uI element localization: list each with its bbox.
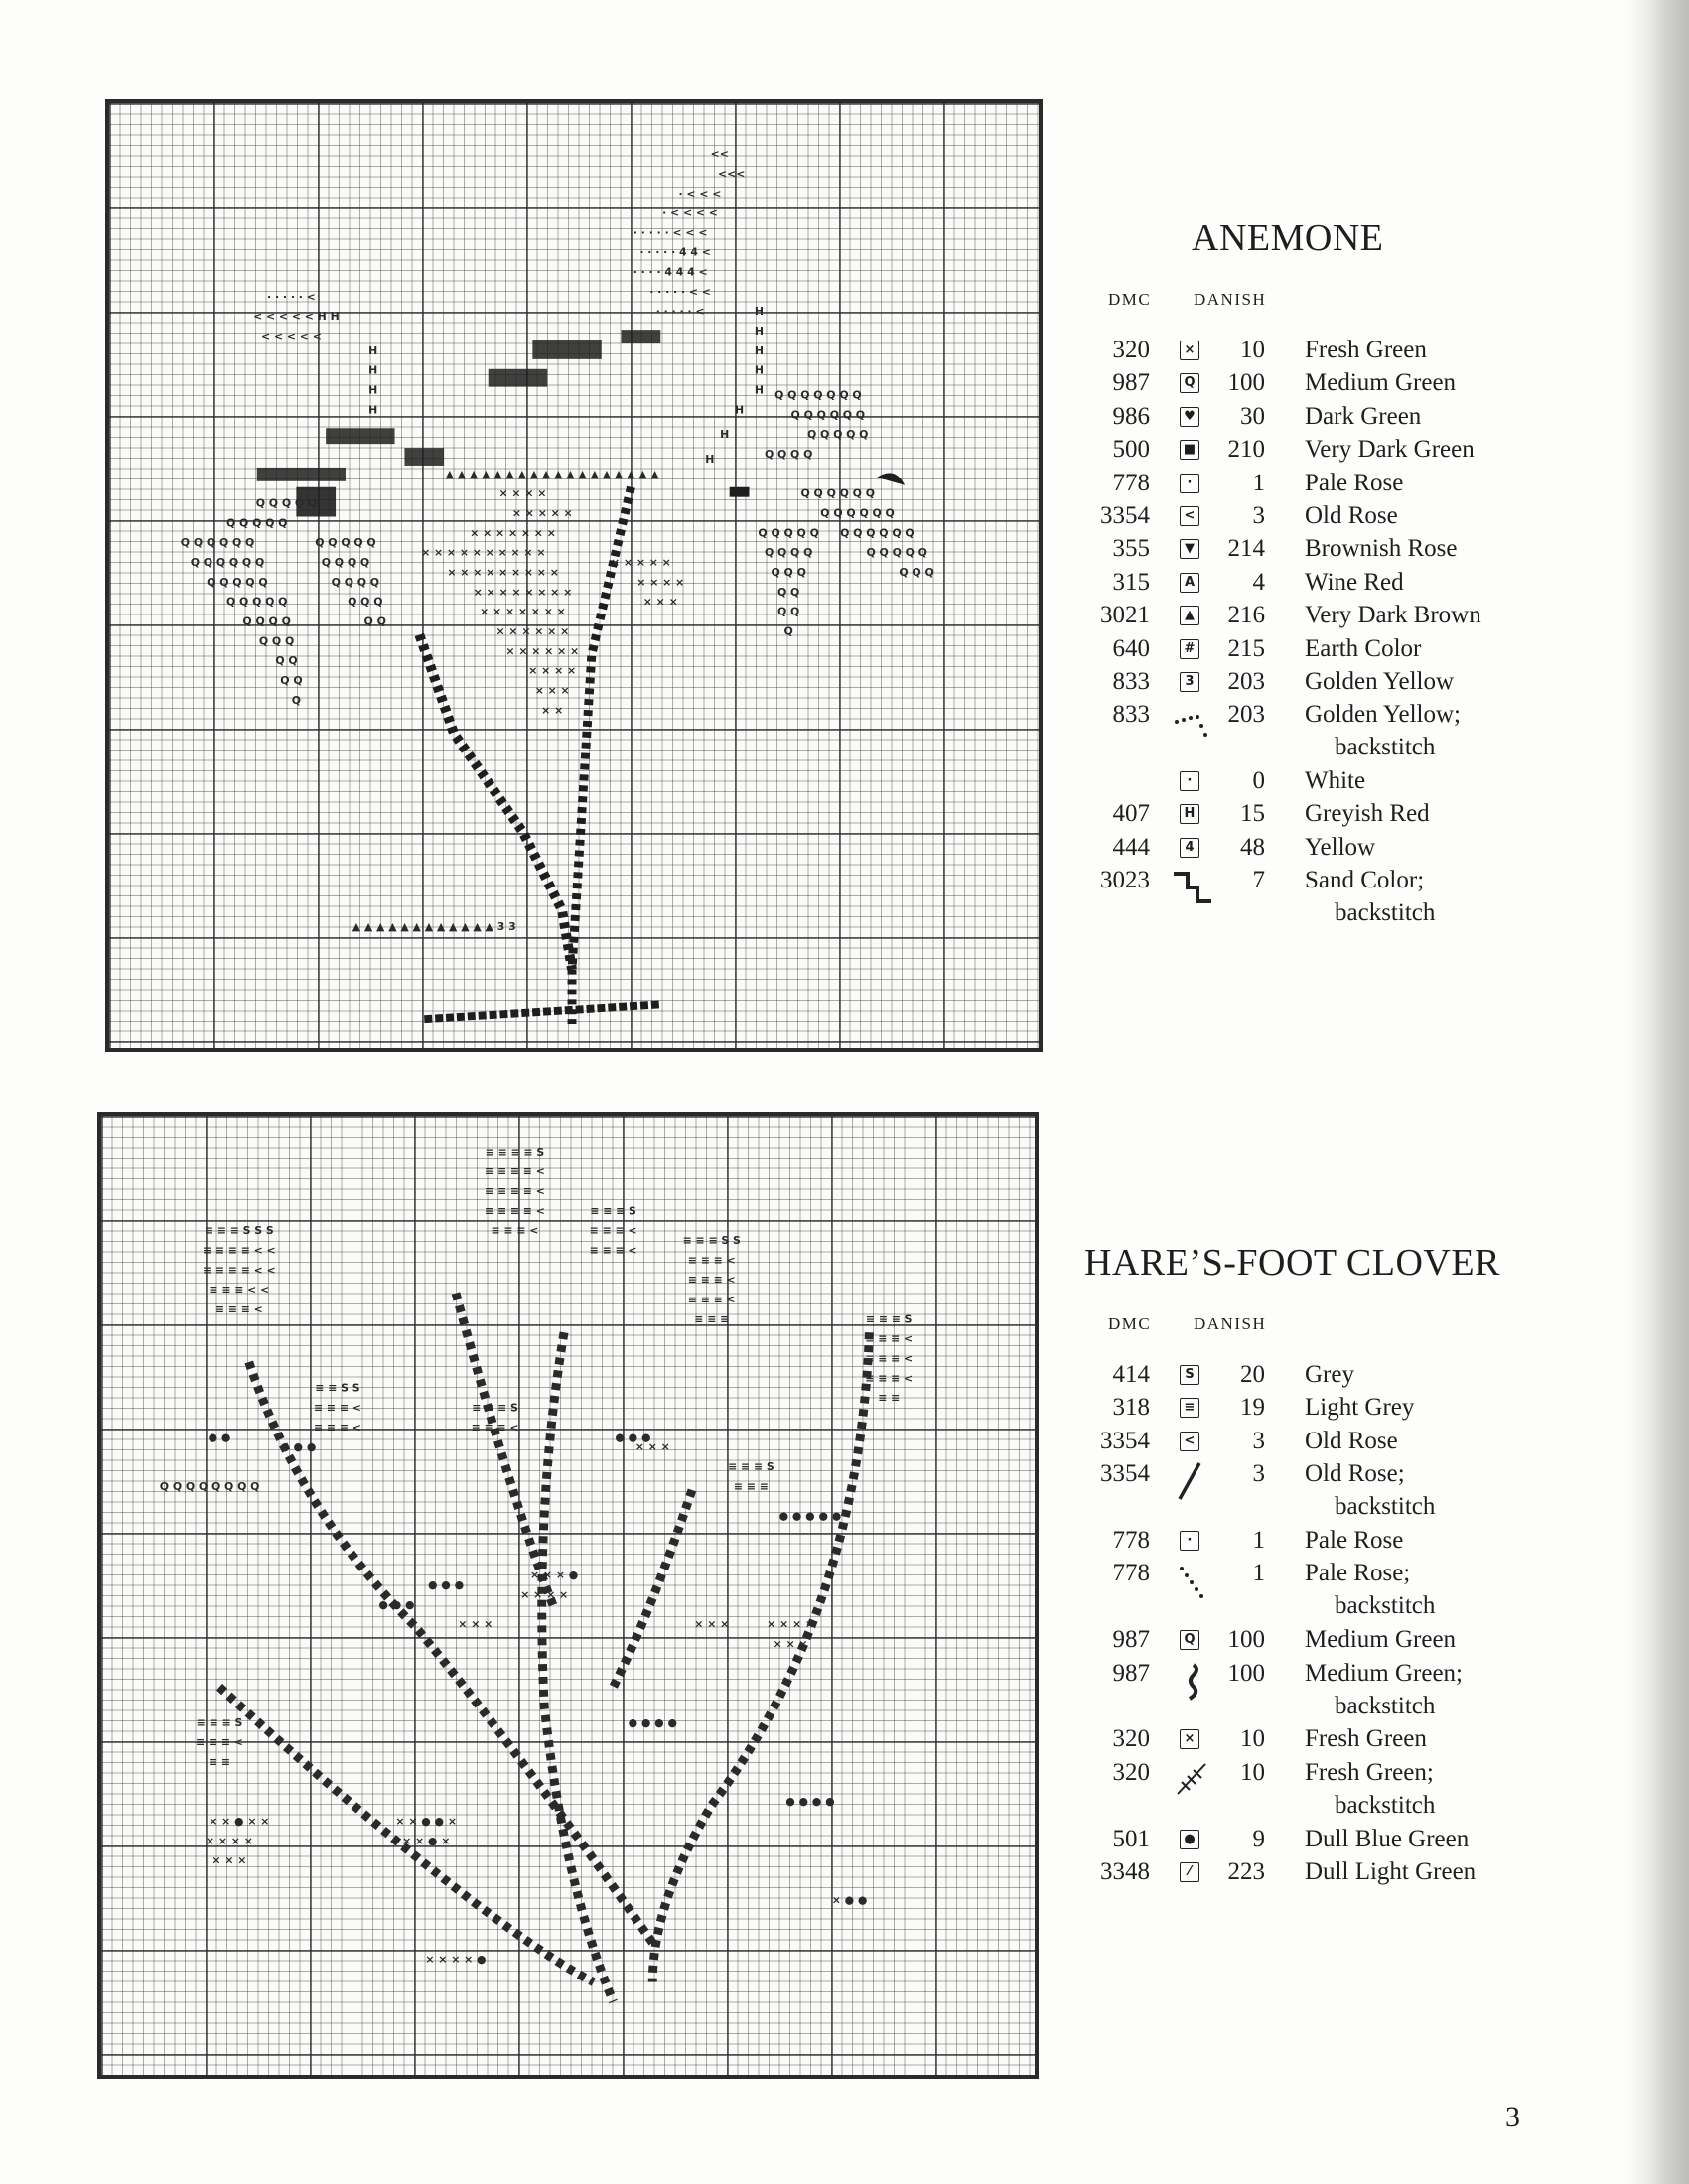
dmc-number: 987	[1112, 1659, 1150, 1687]
dmc-number: 3354	[1100, 501, 1150, 529]
sand-color-zigzag-backstitch-icon	[1172, 866, 1211, 925]
svg-text:· · · · · < < <: · · · · · < < <	[633, 225, 708, 239]
dmc-number: 778	[1112, 1560, 1150, 1587]
svg-text:Q Q Q: Q Q Q	[348, 595, 383, 609]
key-row	[1084, 1360, 1640, 1393]
svg-text:× × × × × × × × × ×: × × × × × × × × × ×	[421, 546, 546, 560]
dmc-number: 318	[1112, 1394, 1150, 1422]
dmc-number: 3354	[1100, 1460, 1150, 1488]
svg-text:≡ ≡ ≡ <: ≡ ≡ ≡ <	[214, 1302, 263, 1316]
color-name: Medium Green	[1305, 1626, 1457, 1654]
danish-number: 1	[1252, 1526, 1265, 1554]
svg-text:· · · · 4 4 4 <: · · · · 4 4 4 <	[633, 265, 708, 279]
danish-number: 203	[1227, 701, 1265, 729]
danish-column-header: DANISH	[1194, 1314, 1267, 1333]
greyish-red-h-symbol: H	[1180, 804, 1199, 824]
danish-number: 3	[1252, 1460, 1265, 1488]
svg-text:× × × × × × ×: × × × × × × ×	[470, 526, 556, 540]
danish-number: 1	[1252, 469, 1265, 496]
key-row	[1084, 1393, 1640, 1426]
svg-text:≡ ≡ ≡ <: ≡ ≡ ≡ <	[491, 1224, 539, 1238]
dmc-number: 414	[1112, 1361, 1150, 1388]
svg-text:H: H	[754, 383, 764, 397]
danish-number: 3	[1252, 501, 1265, 529]
svg-text:× × × ×: × × × ×	[528, 664, 577, 678]
danish-number: 210	[1227, 436, 1265, 464]
svg-text:× × × × ●: × × × × ●	[425, 1952, 487, 1966]
svg-text:H: H	[368, 383, 378, 397]
dmc-number: 407	[1112, 800, 1150, 828]
color-name: White	[1305, 767, 1366, 795]
svg-text:Q Q: Q Q	[776, 605, 800, 618]
svg-text:× × × ●: × × × ●	[529, 1569, 579, 1582]
svg-text:< < < < <: < < < < <	[261, 330, 322, 343]
backstitch-note: backstitch	[1335, 1493, 1436, 1521]
color-name: Golden Yellow	[1305, 667, 1455, 695]
color-name: Golden Yellow;	[1305, 701, 1461, 729]
pale-rose-dotted-backstitch-icon	[1172, 1559, 1211, 1618]
key-row	[1084, 568, 1640, 601]
dmc-number: 3354	[1100, 1427, 1150, 1454]
svg-text:≡ ≡ ≡ <: ≡ ≡ ≡ <	[196, 1735, 243, 1749]
key-row	[1084, 1857, 1640, 1890]
danish-number: 214	[1227, 535, 1265, 563]
svg-text:H: H	[368, 363, 378, 377]
dmc-number: 320	[1112, 1758, 1150, 1786]
svg-text:≡ ≡ ≡ ≡ <: ≡ ≡ ≡ ≡ <	[485, 1184, 545, 1198]
backstitch-note: backstitch	[1335, 899, 1436, 927]
color-name: Sand Color;	[1305, 867, 1425, 894]
svg-text:× × ● × ×: × × ● × ×	[209, 1815, 270, 1829]
svg-text:Q Q Q Q Q Q: Q Q Q Q Q Q	[180, 536, 255, 550]
svg-text:Q Q Q Q: Q Q Q Q	[242, 614, 291, 628]
dmc-column-header: DMC	[1108, 290, 1152, 309]
svg-text:<<: <<	[710, 147, 729, 161]
dmc-number: 315	[1112, 568, 1150, 596]
svg-text:× × × × × × × ×: × × × × × × × ×	[473, 585, 573, 599]
svg-text:≡ ≡ S S: ≡ ≡ S S	[315, 1381, 360, 1395]
key-row	[1084, 336, 1640, 368]
svg-text:Q Q Q Q Q: Q Q Q Q Q	[255, 496, 318, 510]
pale-rose-dot-symbol: ·	[1180, 1531, 1199, 1551]
danish-number: 7	[1252, 867, 1265, 894]
dark-green-heart-symbol: ♥	[1180, 407, 1199, 427]
dmc-number: 986	[1112, 402, 1150, 430]
svg-text:Q Q Q: Q Q Q	[258, 634, 295, 648]
svg-text:× × ×: × × ×	[694, 1617, 730, 1631]
key-row	[1084, 1825, 1640, 1857]
medium-green-q-symbol: Q	[1180, 373, 1199, 393]
color-name: Medium Green	[1305, 369, 1457, 397]
svg-text:● ● ● ● ●: ● ● ● ● ●	[778, 1509, 842, 1523]
color-name: Dull Light Green	[1305, 1857, 1477, 1885]
danish-column-header: DANISH	[1194, 290, 1267, 309]
key-row	[1084, 866, 1640, 932]
svg-text:× × × ×: × × × ×	[636, 575, 685, 589]
svg-text:· · · · · < <: · · · · · < <	[649, 285, 711, 299]
fresh-green-x-symbol: ×	[1180, 1729, 1199, 1749]
color-name: Old Rose;	[1305, 1460, 1405, 1488]
svg-text:≡ ≡ ≡ ≡ < <: ≡ ≡ ≡ ≡ < <	[202, 1243, 276, 1257]
svg-text:≡ ≡ ≡ <: ≡ ≡ ≡ <	[865, 1332, 914, 1346]
svg-text:H: H	[754, 363, 764, 377]
danish-number: 100	[1227, 369, 1265, 397]
dmc-number: 3023	[1100, 867, 1150, 894]
svg-text:Q Q Q Q: Q Q Q Q	[331, 575, 380, 589]
svg-text:Q Q Q: Q Q Q	[899, 566, 934, 579]
svg-text:Q Q Q Q Q: Q Q Q Q Q	[806, 428, 869, 442]
danish-number: 9	[1252, 1825, 1265, 1852]
color-name: Very Dark Brown	[1305, 602, 1481, 629]
svg-text:≡ ≡ ≡ <: ≡ ≡ ≡ <	[687, 1273, 736, 1287]
pale-rose-dot-symbol: ·	[1180, 474, 1199, 493]
svg-text:· < < <: · < < <	[678, 187, 722, 201]
dmc-number: 320	[1112, 1725, 1150, 1753]
key-column-headers	[1084, 1314, 1640, 1340]
svg-text:≡ ≡ ≡: ≡ ≡ ≡	[733, 1479, 769, 1493]
color-name: Wine Red	[1305, 568, 1404, 596]
svg-text:<<<: <<<	[717, 167, 746, 181]
golden-yellow-dotted-backstitch-icon	[1172, 700, 1211, 759]
danish-number: 4	[1252, 568, 1265, 596]
svg-text:< < < < < H H: < < < < < H H	[253, 310, 340, 324]
svg-text:Q Q Q: Q Q Q	[771, 566, 806, 579]
very-dark-green-square-symbol: ■	[1180, 440, 1199, 460]
yellow-4-symbol: 4	[1180, 838, 1199, 858]
svg-text:≡ ≡ ≡ <: ≡ ≡ ≡ <	[314, 1421, 361, 1434]
color-name: Fresh Green;	[1305, 1758, 1434, 1786]
danish-number: 48	[1240, 833, 1265, 861]
danish-number: 215	[1227, 634, 1265, 662]
golden-yellow-3-symbol: 3	[1180, 672, 1199, 692]
color-name: Dull Blue Green	[1305, 1825, 1470, 1852]
svg-text:Q Q: Q Q	[275, 654, 298, 668]
svg-text:H: H	[368, 343, 378, 357]
color-name: Brownish Rose	[1305, 535, 1458, 563]
svg-text:H: H	[705, 452, 715, 466]
svg-text:· · · · · <: · · · · · <	[267, 290, 316, 304]
dmc-number: 3021	[1100, 602, 1150, 629]
svg-text:Q Q Q Q Q: Q Q Q Q Q	[225, 595, 288, 609]
key-row	[1084, 766, 1640, 799]
backstitch-note: backstitch	[1335, 1592, 1436, 1620]
key-row	[1084, 1526, 1640, 1559]
svg-text:× × ×: × × ×	[634, 1440, 670, 1454]
brownish-rose-triangle-down-symbol: ▼	[1180, 539, 1199, 559]
key-rows	[1084, 1360, 1640, 1890]
hares-foot-clover-chart-motif	[101, 1116, 1035, 2075]
svg-text:Q Q Q Q Q Q: Q Q Q Q Q Q	[840, 526, 915, 540]
dmc-number: 833	[1112, 667, 1150, 695]
color-name: Light Grey	[1305, 1394, 1415, 1422]
grey-s-symbol: S	[1180, 1365, 1199, 1385]
svg-text:Q Q Q Q Q: Q Q Q Q Q	[866, 546, 927, 560]
danish-number: 203	[1227, 667, 1265, 695]
svg-text:≡ ≡ ≡ <: ≡ ≡ ≡ <	[865, 1352, 914, 1365]
svg-text:≡ ≡ ≡ ≡ < <: ≡ ≡ ≡ ≡ < <	[202, 1263, 276, 1277]
key-row	[1084, 402, 1640, 435]
svg-text:≡ ≡ ≡ <: ≡ ≡ ≡ <	[589, 1224, 637, 1238]
dull-light-green-slash-symbol: ⁄	[1180, 1862, 1199, 1882]
svg-text:≡ ≡ ≡ S: ≡ ≡ ≡ S	[728, 1460, 774, 1474]
svg-text:● ● ●: ● ● ●	[427, 1578, 465, 1592]
svg-text:× × ×: × × ×	[458, 1617, 493, 1631]
svg-text:Q Q Q Q Q Q Q Q: Q Q Q Q Q Q Q Q	[159, 1479, 260, 1493]
danish-number: 30	[1240, 402, 1265, 430]
color-name: Pale Rose;	[1305, 1560, 1411, 1587]
color-name: Fresh Green	[1305, 1725, 1427, 1753]
key-row	[1084, 534, 1640, 567]
svg-text:× × × ×: × × × ×	[767, 1617, 815, 1631]
svg-text:H: H	[720, 428, 730, 442]
danish-number: 3	[1252, 1427, 1265, 1454]
svg-text:● ● ● ●: ● ● ● ●	[785, 1795, 835, 1809]
dmc-number: 320	[1112, 337, 1150, 363]
svg-text:× × × × × ×: × × × × × ×	[495, 624, 570, 638]
svg-text:≡ ≡ ≡ <: ≡ ≡ ≡ <	[687, 1293, 736, 1306]
color-name: Very Dark Green	[1305, 436, 1475, 464]
old-rose-angle-symbol: <	[1180, 1432, 1199, 1451]
svg-text:≡ ≡: ≡ ≡	[878, 1391, 901, 1405]
svg-text:× × × ×: × × × ×	[498, 486, 547, 500]
danish-number: 10	[1240, 1758, 1265, 1786]
color-name: Old Rose	[1305, 1427, 1398, 1454]
svg-text:H: H	[735, 403, 745, 417]
danish-number: 1	[1252, 1560, 1265, 1587]
color-name: Pale Rose	[1305, 1526, 1404, 1554]
svg-text:Q Q: Q Q	[280, 674, 303, 688]
backstitch-note: backstitch	[1335, 734, 1436, 761]
key-row	[1084, 435, 1640, 468]
danish-number: 15	[1240, 800, 1265, 828]
color-name: Medium Green;	[1305, 1659, 1463, 1687]
svg-text:· · · · · <: · · · · · <	[655, 305, 705, 319]
svg-text:≡ ≡ ≡ < <: ≡ ≡ ≡ < <	[209, 1283, 270, 1297]
key-row	[1084, 1459, 1640, 1526]
svg-text:● ● ●: ● ● ●	[378, 1597, 415, 1611]
svg-text:H: H	[368, 403, 378, 417]
hares-foot-clover-chart	[97, 1112, 1039, 2079]
danish-number: 100	[1227, 1659, 1265, 1687]
svg-text:Q Q Q Q Q: Q Q Q Q Q	[315, 536, 376, 550]
dmc-number: 444	[1112, 833, 1150, 861]
anemone-chart-motif	[109, 103, 1039, 1048]
key-row	[1084, 501, 1640, 534]
medium-green-q-symbol: Q	[1180, 1630, 1199, 1650]
old-rose-slash-backstitch-icon	[1172, 1459, 1211, 1519]
key-row	[1084, 799, 1640, 832]
svg-text:× ● ●: × ● ●	[831, 1893, 868, 1907]
svg-text:× × × × × × × × ×: × × × × × × × × ×	[447, 566, 559, 579]
dmc-number: 833	[1112, 701, 1150, 729]
svg-text:≡ ≡ ≡ ≡ <: ≡ ≡ ≡ ≡ <	[485, 1164, 545, 1178]
fresh-green-hatched-backstitch-icon	[1172, 1758, 1211, 1818]
earth-color-hash-symbol: #	[1180, 639, 1199, 659]
svg-text:Q Q Q Q Q Q Q: Q Q Q Q Q Q Q	[774, 388, 862, 402]
svg-text:× × ×: × × ×	[642, 595, 678, 609]
svg-text:Q Q Q Q: Q Q Q Q	[321, 556, 370, 570]
dmc-number: 778	[1112, 469, 1150, 496]
svg-text:≡ ≡ ≡ S: ≡ ≡ ≡ S	[865, 1312, 913, 1326]
danish-number: 0	[1252, 767, 1265, 795]
dmc-number: 778	[1112, 1526, 1150, 1554]
danish-number: 100	[1227, 1626, 1265, 1654]
svg-text:≡ ≡ ≡ <: ≡ ≡ ≡ <	[687, 1253, 736, 1267]
danish-number: 10	[1240, 1725, 1265, 1753]
key-row	[1084, 1724, 1640, 1757]
svg-text:Q Q Q Q Q Q: Q Q Q Q Q Q	[820, 506, 895, 520]
key-row	[1084, 1625, 1640, 1658]
color-name: Yellow	[1305, 833, 1376, 861]
danish-number: 20	[1240, 1361, 1265, 1388]
svg-text:≡ ≡ ≡ S: ≡ ≡ ≡ S	[196, 1715, 243, 1729]
key-title: ANEMONE	[1192, 217, 1384, 259]
key-row	[1084, 833, 1640, 866]
svg-text:≡ ≡ ≡ <: ≡ ≡ ≡ <	[865, 1371, 914, 1385]
svg-text:× × × ×: × × × ×	[520, 1587, 569, 1601]
svg-text:≡ ≡ ≡ ≡ S: ≡ ≡ ≡ ≡ S	[485, 1145, 545, 1159]
dull-blue-green-dot-symbol: ●	[1180, 1830, 1199, 1849]
danish-number: 19	[1240, 1394, 1265, 1422]
backstitch-note: backstitch	[1335, 1692, 1436, 1719]
key-title: HARE’S-FOOT CLOVER	[1084, 1242, 1500, 1284]
svg-text:× × × × × × ×: × × × × × × ×	[480, 605, 566, 618]
svg-text:≡ ≡ ≡ ≡ <: ≡ ≡ ≡ ≡ <	[485, 1204, 545, 1218]
svg-text:Q: Q	[783, 624, 793, 638]
key-row	[1084, 469, 1640, 501]
anemone-color-key	[1084, 216, 1640, 932]
anemone-chart	[105, 99, 1043, 1052]
svg-text:× ×: × ×	[541, 703, 564, 717]
white-dot-symbol: ·	[1180, 771, 1199, 791]
key-row	[1084, 634, 1640, 667]
svg-text:≡ ≡ ≡ <: ≡ ≡ ≡ <	[314, 1401, 361, 1415]
medium-green-wavy-backstitch-icon	[1172, 1659, 1211, 1718]
key-column-headers	[1084, 290, 1640, 316]
svg-text:≡ ≡ ≡: ≡ ≡ ≡	[694, 1312, 730, 1326]
svg-text:▲ ▲ ▲ ▲ ▲ ▲ ▲ ▲ ▲ ▲ ▲ ▲ 3 3: ▲ ▲ ▲ ▲ ▲ ▲ ▲ ▲ ▲ ▲ ▲ ▲ 3 3	[352, 919, 516, 933]
color-name: Dark Green	[1305, 402, 1422, 430]
svg-text:● ●: ● ●	[208, 1431, 231, 1444]
svg-text:● ● ●: ● ● ●	[615, 1431, 651, 1444]
dmc-number: 355	[1112, 535, 1150, 563]
svg-text:Q Q Q Q Q Q: Q Q Q Q Q Q	[790, 408, 866, 422]
key-row	[1084, 1758, 1640, 1825]
dmc-column-header: DMC	[1108, 1314, 1152, 1333]
key-row	[1084, 1427, 1640, 1459]
dmc-number: 640	[1112, 634, 1150, 662]
key-row	[1084, 1659, 1640, 1725]
key-row	[1084, 1559, 1640, 1625]
svg-text:Q Q Q Q Q: Q Q Q Q Q	[758, 526, 819, 540]
svg-text:≡ ≡ ≡ S: ≡ ≡ ≡ S	[590, 1204, 636, 1218]
svg-text:≡ ≡: ≡ ≡	[208, 1755, 231, 1769]
danish-number: 10	[1240, 337, 1265, 363]
svg-text:Q Q Q Q Q: Q Q Q Q Q	[207, 575, 268, 589]
svg-text:× × ● ×: × × ● ×	[402, 1834, 451, 1847]
dmc-number: 3348	[1100, 1857, 1150, 1885]
dmc-number: 501	[1112, 1825, 1150, 1852]
svg-text:H: H	[754, 325, 764, 339]
svg-text:H: H	[754, 305, 764, 319]
svg-text:Q Q: Q Q	[776, 585, 800, 599]
svg-text:× × ● ● ×: × × ● ● ×	[395, 1815, 457, 1829]
svg-text:Q: Q	[291, 693, 302, 707]
dmc-number: 987	[1112, 1626, 1150, 1654]
svg-text:≡ ≡ ≡ S S S: ≡ ≡ ≡ S S S	[204, 1224, 274, 1238]
svg-text:Q Q Q Q: Q Q Q Q	[764, 448, 813, 462]
svg-text:× × ×: × × ×	[773, 1637, 808, 1651]
svg-text:Q Q Q Q: Q Q Q Q	[764, 546, 813, 560]
danish-number: 223	[1227, 1857, 1265, 1885]
danish-number: 216	[1227, 602, 1265, 629]
light-grey-lines-symbol: ≡	[1180, 1398, 1199, 1418]
old-rose-angle-symbol: <	[1180, 506, 1199, 526]
svg-text:≡ ≡ ≡ S S: ≡ ≡ ≡ S S	[682, 1234, 741, 1248]
color-name: Greyish Red	[1305, 800, 1430, 828]
svg-text:Q Q Q Q Q Q: Q Q Q Q Q Q	[190, 556, 265, 570]
svg-text:● ● ●: ● ● ●	[280, 1440, 317, 1454]
key-row	[1084, 601, 1640, 633]
svg-text:× × × × ×: × × × × ×	[611, 556, 671, 570]
fresh-green-x-symbol: ×	[1180, 341, 1199, 360]
hares-foot-clover-color-key	[1084, 1241, 1640, 1890]
svg-text:≡ ≡ ≡ <: ≡ ≡ ≡ <	[589, 1243, 637, 1257]
svg-text:· · · · · 4 4 <: · · · · · 4 4 <	[639, 245, 711, 259]
color-name: Grey	[1305, 1361, 1354, 1388]
svg-text:H: H	[754, 343, 764, 357]
key-row	[1084, 368, 1640, 401]
color-name: Pale Rose	[1305, 469, 1404, 496]
svg-text:Q Q Q Q Q: Q Q Q Q Q	[225, 516, 288, 530]
svg-text:≡ ≡ ≡ S: ≡ ≡ ≡ S	[472, 1401, 518, 1415]
backstitch-note: backstitch	[1335, 1791, 1436, 1819]
svg-text:Q Q: Q Q	[363, 614, 386, 628]
wine-red-triangle-symbol: A	[1180, 573, 1199, 593]
svg-text:× × ×: × × ×	[534, 683, 570, 697]
svg-text:▲ ▲ ▲ ▲ ▲ ▲ ▲ ▲ ▲ ▲ ▲ ▲ ▲ ▲ ▲: ▲ ▲ ▲ ▲ ▲ ▲ ▲ ▲ ▲ ▲ ▲ ▲ ▲ ▲ ▲ ▲ ▲ ▲	[445, 467, 659, 480]
key-row	[1084, 667, 1640, 700]
svg-text:Q Q Q Q Q Q: Q Q Q Q Q Q	[800, 486, 875, 500]
svg-text:× × × ×: × × × ×	[205, 1834, 253, 1847]
svg-text:● ● ● ●: ● ● ● ●	[628, 1715, 677, 1729]
very-dark-brown-triangle-symbol: ▲	[1180, 606, 1199, 625]
key-rows	[1084, 336, 1640, 932]
dmc-number: 500	[1112, 436, 1150, 464]
svg-text:× × × × × ×: × × × × × ×	[505, 644, 580, 658]
color-name: Old Rose	[1305, 501, 1398, 529]
dmc-number: 987	[1112, 369, 1150, 397]
page-number: 3	[1505, 2101, 1520, 2133]
color-name: Fresh Green	[1305, 337, 1427, 363]
svg-text:· < < < <: · < < < <	[662, 206, 718, 220]
svg-text:≡ ≡ ≡ <: ≡ ≡ ≡ <	[471, 1421, 519, 1434]
svg-text:× × ×: × × ×	[211, 1853, 247, 1867]
key-row	[1084, 700, 1640, 766]
color-name: Earth Color	[1305, 634, 1422, 662]
svg-text:× × × × ×: × × × × ×	[511, 506, 573, 520]
